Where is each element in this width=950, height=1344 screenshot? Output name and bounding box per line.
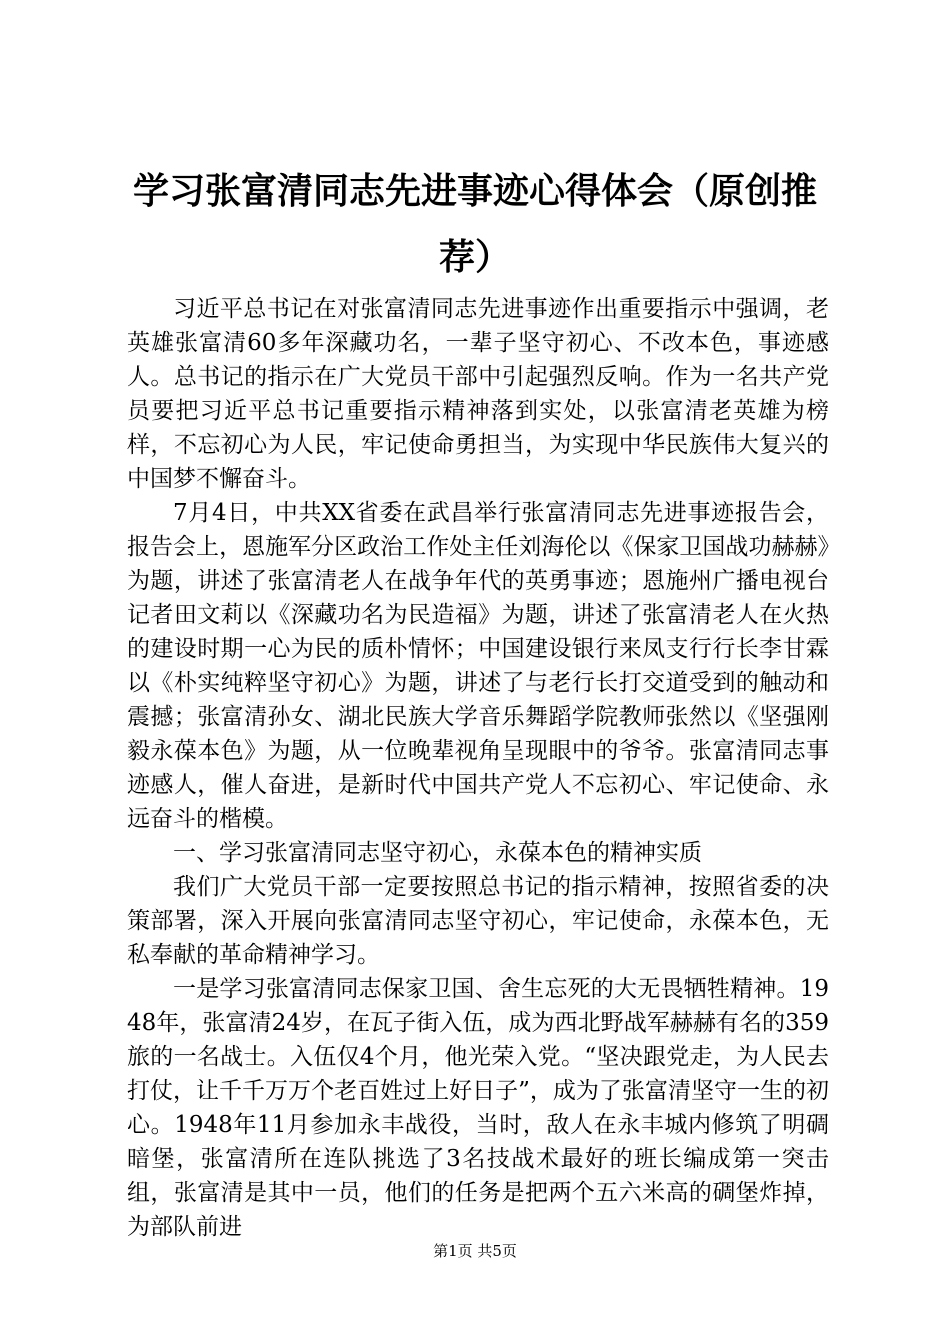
paragraph: 习近平总书记在对张富清同志先进事迹作出重要指示中强调，老英雄张富清60多年深藏功名，一辈子坚守初心、不改本色，事迹感人。总书记的指示在广大党员干部中引起强烈反响。作为一名共产党员要把习近平总书记重要指示精神落到实处，以张富清老英雄为榜样，不忘初心为人民，牢记使命勇担当，为实现中华民族伟大复兴的中国梦不懈奋斗。 <box>127 296 829 492</box>
section-heading: 一、学习张富清同志坚守初心，永葆本色的精神实质 <box>173 840 702 866</box>
document-title: 学习张富清同志先进事迹心得体会（原创推荐） <box>132 170 817 278</box>
paragraph: 一是学习张富清同志保家卫国、舍生忘死的大无畏牺牲精神。1948年，张富清24岁，在瓦子街入伍，成为西北野战军赫赫有名的359旅的一名战士。入伍仅4个月，他光荣入党。“坚决跟党走，为人民去打仗，让千千万万个老百姓过上好日子”，成为了张富清坚守一生的初心。1948年11月参加永丰战役，当时，敌人在永丰城内修筑了明碉暗堡，张富清所在连队挑选了3名技战术最好的班长编成第一突击组，张富清是其中一员，他们的任务是把两个五六米高的碉堡炸掉，为部队前进 <box>127 976 829 1240</box>
paragraph: 7月4日，中共XX省委在武昌举行张富清同志先进事迹报告会，报告会上，恩施军分区政治工作处主任刘海伦以《保家卫国战功赫赫》为题，讲述了张富清老人在战争年代的英勇事迹；恩施州广播电视台记者田文莉以《深藏功名为民造福》为题，讲述了张富清老人在火热的建设时期一心为民的质朴情怀；中国建设银行来凤支行行长李甘霖以《朴实纯粹坚守初心》为题，讲述了与老行长打交道受到的触动和震撼；张富清孙女、湖北民族大学音乐舞蹈学院教师张然以《坚强刚毅永葆本色》为题，从一位晚辈视角呈现眼中的爷爷。张富清同志事迹感人，催人奋进，是新时代中国共产党人不忘初心、牢记使命、永远奋斗的楷模。 <box>127 500 829 832</box>
page-number-footer: 第1页 共5页 <box>433 1242 517 1260</box>
paragraph: 我们广大党员干部一定要按照总书记的指示精神，按照省委的决策部署，深入开展向张富清同志坚守初心，牢记使命，永葆本色，无私奉献的革命精神学习。 <box>127 874 829 968</box>
document-body <box>127 292 829 1244</box>
